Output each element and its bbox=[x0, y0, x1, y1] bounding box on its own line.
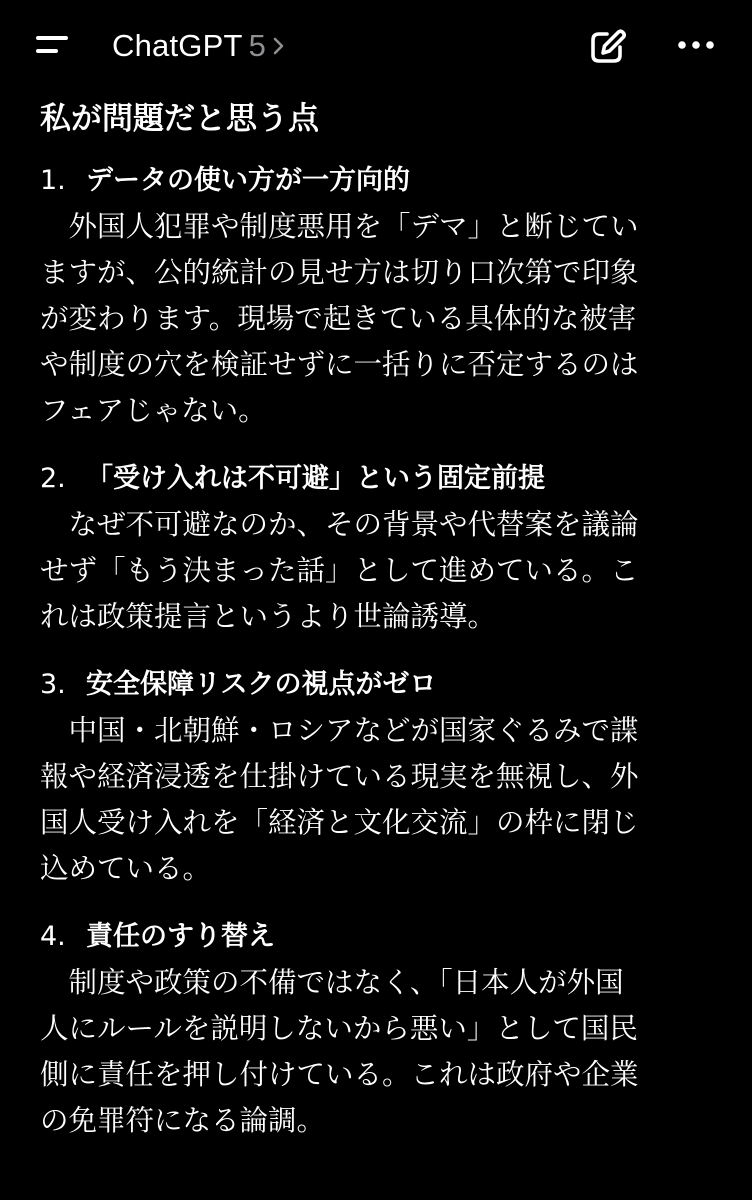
text-line: れは政策提言というより世論誘導。 bbox=[40, 600, 497, 633]
list-item-number: 1. bbox=[40, 165, 66, 196]
more-button[interactable] bbox=[672, 26, 720, 66]
text-line: 人にルールを説明しないから悪い」として国民 bbox=[40, 1012, 638, 1045]
list-item-heading: 安全保障リスクの視点がゼロ bbox=[86, 669, 437, 700]
text-line: 報や経済浸透を仕掛けている現実を無視し、外 bbox=[40, 760, 639, 793]
list-item-body bbox=[40, 960, 720, 1144]
list-item-title bbox=[40, 456, 720, 502]
list-item bbox=[40, 914, 720, 1144]
list-item-body bbox=[40, 502, 720, 640]
list-item bbox=[40, 158, 720, 434]
text-line: ますが、公的統計の見せ方は切り口次第で印象 bbox=[40, 256, 639, 289]
list-item-heading: 「受け入れは不可避」という固定前提 bbox=[86, 463, 545, 494]
text-line: せず「もう決まった話」として進めている。こ bbox=[40, 554, 639, 587]
text-line: 込めている。 bbox=[40, 852, 212, 885]
assistant-message bbox=[40, 90, 720, 1166]
text-line: や制度の穴を検証せずに一括りに否定するのは bbox=[40, 348, 639, 381]
text-line: の免罪符になる論調。 bbox=[40, 1104, 326, 1137]
list-item-title bbox=[40, 914, 720, 960]
text-line: 中国・北朝鮮・ロシアなどが国家ぐるみで諜 bbox=[40, 714, 639, 747]
menu-button[interactable] bbox=[30, 28, 74, 64]
app-title: ChatGPT bbox=[112, 28, 243, 63]
new-chat-button[interactable] bbox=[586, 26, 630, 68]
list-item-heading: データの使い方が一方向的 bbox=[86, 165, 410, 196]
list-item-heading: 責任のすり替え bbox=[86, 921, 275, 952]
model-version: 5 bbox=[248, 28, 266, 63]
menu-icon bbox=[36, 36, 68, 40]
menu-icon-line bbox=[36, 49, 58, 53]
model-selector[interactable] bbox=[112, 26, 288, 66]
text-line: 制度や政策の不備ではなく、「日本人が外国 bbox=[40, 966, 624, 999]
list-item-title bbox=[40, 662, 720, 708]
list-item-title bbox=[40, 158, 720, 204]
message-heading: 私が問題だと思う点 bbox=[40, 101, 319, 137]
text-line: が変わります。現場で起きている具体的な被害 bbox=[40, 302, 637, 335]
text-line: フェアじゃない。 bbox=[40, 394, 267, 427]
list-item bbox=[40, 662, 720, 892]
text-line: 外国人犯罪や制度悪用を「デマ」と断じてい bbox=[40, 210, 639, 243]
list-item-number: 2. bbox=[40, 463, 66, 494]
list-item-body bbox=[40, 204, 720, 434]
text-line: 側に責任を押し付けている。これは政府や企業 bbox=[40, 1058, 639, 1091]
text-line: 国人受け入れを「経済と文化交流」の枠に閉じ bbox=[40, 806, 639, 839]
more-horizontal-icon bbox=[672, 26, 720, 66]
list-item bbox=[40, 456, 720, 640]
list-item-number: 3. bbox=[40, 669, 66, 700]
text-line: なぜ不可避なのか、その背景や代替案を議論 bbox=[40, 508, 639, 541]
list-item-number: 4. bbox=[40, 921, 66, 952]
chevron-right-icon bbox=[270, 34, 288, 58]
top-bar bbox=[0, 0, 752, 90]
edit-icon bbox=[586, 26, 630, 68]
list-item-body bbox=[40, 708, 720, 892]
